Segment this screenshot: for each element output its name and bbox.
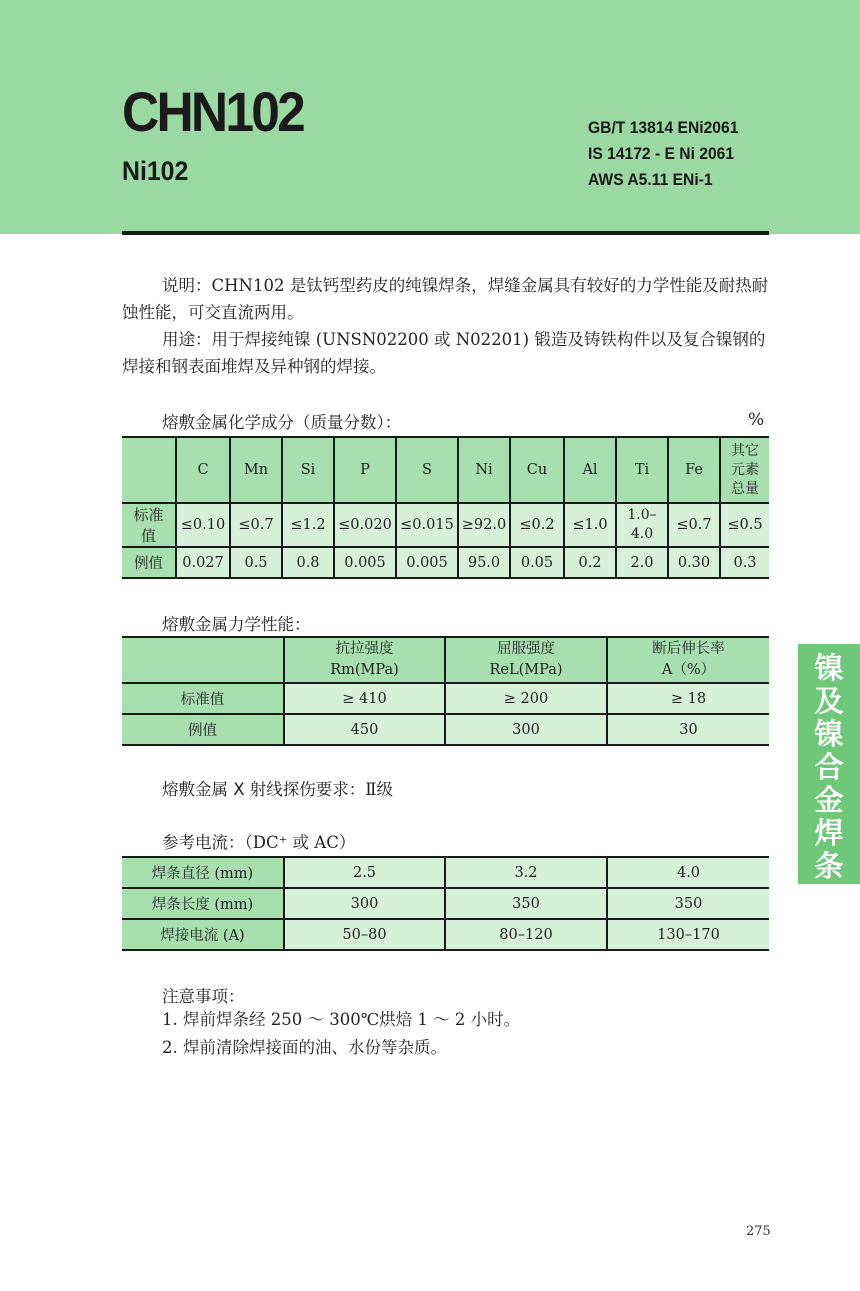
current-cell: 3.2 <box>445 857 607 888</box>
mech-row-label: 标准值 <box>122 683 284 714</box>
current-table <box>122 856 769 951</box>
chem-header-cell: C <box>176 437 230 503</box>
chem-header-cell: Ni <box>458 437 510 503</box>
mech-header-cell: 抗拉强度 Rm(MPa) <box>284 637 445 683</box>
usage-label: 用途： <box>162 330 212 349</box>
current-cell: 350 <box>607 888 769 919</box>
section-side-tab <box>798 644 860 884</box>
current-cell: 130–170 <box>607 919 769 950</box>
chem-cell: ≤0.5 <box>720 503 769 547</box>
current-heading <box>162 829 355 853</box>
chem-header-cell: Cu <box>510 437 564 503</box>
current-cell: 300 <box>284 888 445 919</box>
notes-list <box>162 1006 520 1062</box>
mech-cell: 300 <box>445 714 607 745</box>
chem-cell: 0.5 <box>230 547 282 578</box>
description-text: CHN102 是钛钙型药皮的纯镍焊条，焊缝金属具有较好的力学性能及耐热耐蚀性能，可交直流两用。 <box>122 276 769 322</box>
chem-header-cell: Si <box>282 437 334 503</box>
chem-cell: 0.005 <box>334 547 396 578</box>
mech-title: 熔敷金属力学性能： <box>162 615 311 634</box>
xray-value: Ⅱ级 <box>365 780 394 799</box>
current-row-label: 焊接电流 (A) <box>122 919 284 950</box>
side-tab-label: 镍 及 镍 合 金 焊 条 <box>814 651 844 883</box>
current-row-label: 焊条长度 (mm) <box>122 888 284 919</box>
note-item: 2. 焊前清除焊接面的油、水份等杂质。 <box>162 1038 447 1057</box>
current-cell: 2.5 <box>284 857 445 888</box>
mech-header-cell: 屈服强度 ReL(MPa) <box>445 637 607 683</box>
chem-title: 熔敷金属化学成分（质量分数）： <box>162 413 402 432</box>
current-value: （DC⁺ 或 AC） <box>244 833 356 852</box>
chem-cell: ≤1.2 <box>282 503 334 547</box>
chem-cell: ≤0.7 <box>230 503 282 547</box>
current-cell: 4.0 <box>607 857 769 888</box>
chem-cell: 0.027 <box>176 547 230 578</box>
chem-cell: ≤1.0 <box>564 503 616 547</box>
usage-text: 用于焊接纯镍 (UNSN02200 或 N02201) 锻造及铸铁构件以及复合镍钢的焊接和钢表面堆焊及异种钢的焊接。 <box>122 330 766 376</box>
header-rule <box>122 231 769 235</box>
product-subtitle: Ni102 <box>122 156 189 186</box>
chem-cell: ≤0.020 <box>334 503 396 547</box>
chem-row-label: 例值 <box>122 547 176 578</box>
current-cell: 80–120 <box>445 919 607 950</box>
chem-cell: 0.05 <box>510 547 564 578</box>
chem-header-cell: Mn <box>230 437 282 503</box>
mech-cell: ≥ 200 <box>445 683 607 714</box>
chem-header-cell: Al <box>564 437 616 503</box>
standard-line: AWS A5.11 ENi-1 <box>588 170 713 189</box>
notes-title: 注意事项： <box>162 987 245 1006</box>
chem-header-cell: 其它 元素 总量 <box>720 437 769 503</box>
mech-header-corner <box>122 637 284 683</box>
chem-cell: 1.0– 4.0 <box>616 503 668 547</box>
mech-row-label: 例值 <box>122 714 284 745</box>
chem-row-label: 标准 值 <box>122 503 176 547</box>
chem-cell: ≤0.7 <box>668 503 720 547</box>
chem-cell: 0.005 <box>396 547 458 578</box>
standard-line: IS 14172 - E Ni 2061 <box>588 144 735 163</box>
chem-cell: 95.0 <box>458 547 510 578</box>
standard-line: GB/T 13814 ENi2061 <box>588 118 739 137</box>
header-band <box>0 0 860 234</box>
product-title: CHN102 <box>122 80 304 143</box>
mech-cell: 30 <box>607 714 769 745</box>
description-paragraph <box>122 272 770 326</box>
usage-paragraph <box>122 326 770 380</box>
page-number: 275 <box>746 1224 771 1239</box>
chem-cell: 0.8 <box>282 547 334 578</box>
mech-header-cell: 断后伸长率 A（%） <box>607 637 769 683</box>
chem-header-corner <box>122 437 176 503</box>
chem-cell: ≤0.10 <box>176 503 230 547</box>
chem-header-cell: Fe <box>668 437 720 503</box>
chem-cell: 0.30 <box>668 547 720 578</box>
chem-unit: % <box>748 410 765 430</box>
chem-header-cell: Ti <box>616 437 668 503</box>
xray-requirement <box>162 776 393 800</box>
chem-cell: ≤0.015 <box>396 503 458 547</box>
mech-cell: ≥ 410 <box>284 683 445 714</box>
chem-header-cell: P <box>334 437 396 503</box>
chem-cell: ≥92.0 <box>458 503 510 547</box>
chem-cell: 2.0 <box>616 547 668 578</box>
note-item: 1. 焊前焊条经 250 ～ 300℃烘焙 1 ～ 2 小时。 <box>162 1010 521 1029</box>
chem-table <box>122 436 769 579</box>
chem-cell: 0.2 <box>564 547 616 578</box>
mech-cell: ≥ 18 <box>607 683 769 714</box>
chem-cell: ≤0.2 <box>510 503 564 547</box>
chem-cell: 0.3 <box>720 547 769 578</box>
mech-table <box>122 636 769 746</box>
standards-list <box>588 115 738 193</box>
current-row-label: 焊条直径 (mm) <box>122 857 284 888</box>
current-label: 参考电流： <box>162 833 245 852</box>
xray-label: 熔敷金属 X 射线探伤要求： <box>162 780 366 799</box>
mech-cell: 450 <box>284 714 445 745</box>
current-cell: 350 <box>445 888 607 919</box>
current-cell: 50–80 <box>284 919 445 950</box>
description-label: 说明： <box>162 276 212 295</box>
chem-header-cell: S <box>396 437 458 503</box>
